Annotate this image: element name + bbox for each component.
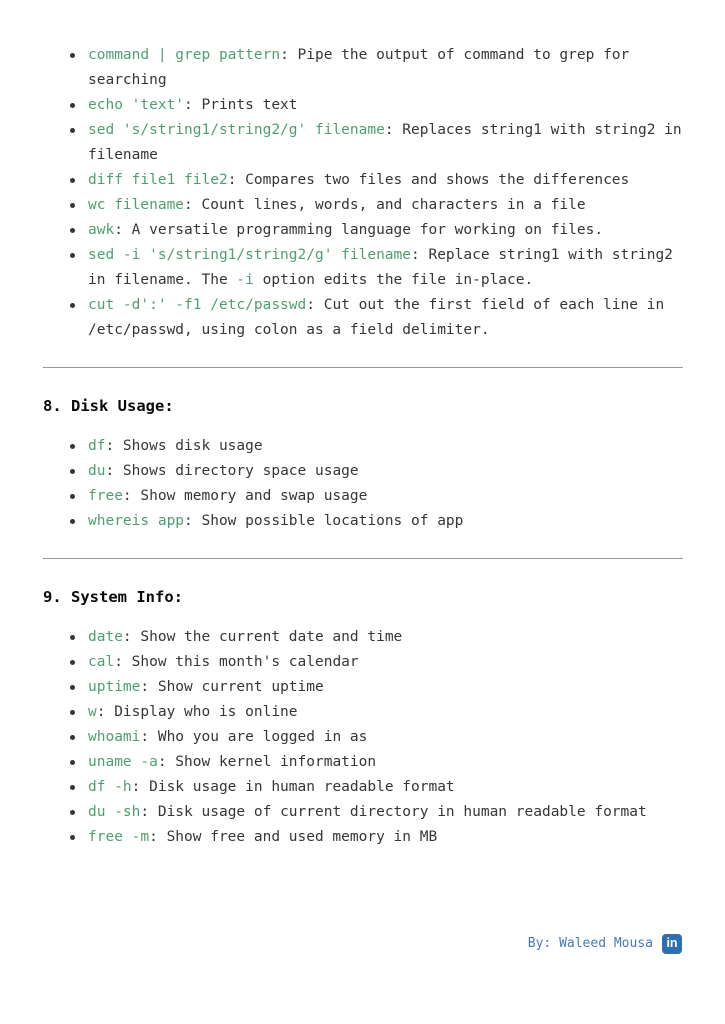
bullet-icon bbox=[70, 785, 75, 790]
command-text: awk bbox=[88, 222, 115, 238]
section-divider bbox=[43, 558, 683, 559]
list-item bbox=[68, 650, 685, 675]
bullet-icon bbox=[70, 635, 75, 640]
description-text: : Prints text bbox=[184, 97, 298, 113]
list-item bbox=[68, 825, 685, 850]
bullet-icon bbox=[70, 228, 75, 233]
list-item bbox=[68, 625, 685, 650]
list-item bbox=[68, 43, 685, 93]
command-list bbox=[68, 43, 685, 343]
command-text: df bbox=[88, 438, 106, 454]
description-text: : Show current uptime bbox=[140, 679, 324, 695]
command-text: diff file1 file2 bbox=[88, 172, 228, 188]
description-text: option edits the file in-place. bbox=[253, 272, 534, 288]
bullet-icon bbox=[70, 494, 75, 499]
command-text: uname -a bbox=[88, 754, 158, 770]
command-text: du -sh bbox=[88, 804, 141, 820]
command-text: cut -d':' -f1 /etc/passwd bbox=[88, 297, 307, 313]
list-item bbox=[68, 243, 685, 293]
description-text: : Disk usage of current directory in human readable format bbox=[140, 804, 647, 820]
list-item bbox=[68, 118, 685, 168]
list-item bbox=[68, 93, 685, 118]
bullet-icon bbox=[70, 660, 75, 665]
description-text: : Compares two files and shows the differences bbox=[227, 172, 630, 188]
description-text: : Disk usage in human readable format bbox=[131, 779, 455, 795]
command-text: echo 'text' bbox=[88, 97, 185, 113]
command-list bbox=[68, 625, 685, 850]
description-text: : A versatile programming language for working on files. bbox=[114, 222, 604, 238]
description-text: : Show this month's calendar bbox=[114, 654, 359, 670]
list-item bbox=[68, 775, 685, 800]
description-text: : Show kernel information bbox=[157, 754, 377, 770]
description-text: : Cut out the first field of each line in /etc/passwd, using colon as a field delimiter. bbox=[88, 297, 665, 338]
bullet-icon bbox=[70, 253, 75, 258]
description-text: : Display who is online bbox=[96, 704, 298, 720]
list-item bbox=[68, 218, 685, 243]
command-text: df -h bbox=[88, 779, 132, 795]
bullet-icon bbox=[70, 810, 75, 815]
description-text: : Show the current date and time bbox=[122, 629, 403, 645]
bullet-icon bbox=[70, 760, 75, 765]
bullet-icon bbox=[70, 444, 75, 449]
bullet-icon bbox=[70, 835, 75, 840]
command-text: date bbox=[88, 629, 123, 645]
bullet-icon bbox=[70, 128, 75, 133]
list-item bbox=[68, 509, 685, 534]
command-text: whoami bbox=[88, 729, 141, 745]
section-heading: 8. Disk Usage: bbox=[43, 397, 174, 415]
list-item bbox=[68, 675, 685, 700]
bullet-icon bbox=[70, 103, 75, 108]
command-text: sed -i 's/string1/string2/g' filename bbox=[88, 247, 412, 263]
command-text: command | grep pattern bbox=[88, 47, 281, 63]
description-text: : Show free and used memory in MB bbox=[149, 829, 438, 845]
command-text: w bbox=[88, 704, 97, 720]
description-text: : Replaces string1 with string2 in filename bbox=[88, 122, 682, 163]
bullet-icon bbox=[70, 203, 75, 208]
command-text: wc filename bbox=[88, 197, 185, 213]
bullet-icon bbox=[70, 303, 75, 308]
byline-link[interactable]: By: Waleed Mousa bbox=[527, 936, 653, 951]
bullet-icon bbox=[70, 53, 75, 58]
command-text: du bbox=[88, 463, 106, 479]
command-text: free bbox=[88, 488, 123, 504]
list-item bbox=[68, 800, 685, 825]
bullet-icon bbox=[70, 710, 75, 715]
section-heading: 9. System Info: bbox=[43, 588, 183, 606]
sections bbox=[43, 43, 685, 850]
list-item bbox=[68, 293, 685, 343]
list-item bbox=[68, 193, 685, 218]
list-item bbox=[68, 750, 685, 775]
description-text: : Show memory and swap usage bbox=[122, 488, 368, 504]
bullet-icon bbox=[70, 178, 75, 183]
description-text: : Shows directory space usage bbox=[105, 463, 359, 479]
list-item bbox=[68, 725, 685, 750]
description-text: : Replace string1 with string2 in filename. The bbox=[88, 247, 673, 288]
command-text: free -m bbox=[88, 829, 150, 845]
bullet-icon bbox=[70, 735, 75, 740]
command-list bbox=[68, 434, 685, 534]
list-item bbox=[68, 459, 685, 484]
bullet-icon bbox=[70, 685, 75, 690]
bullet-icon bbox=[70, 469, 75, 474]
command-text: -i bbox=[236, 272, 254, 288]
description-text: : Count lines, words, and characters in a file bbox=[184, 197, 586, 213]
linkedin-icon[interactable]: in bbox=[662, 934, 682, 954]
bullet-icon bbox=[70, 519, 75, 524]
command-text: whereis app bbox=[88, 513, 185, 529]
list-item bbox=[68, 434, 685, 459]
section-divider bbox=[43, 367, 683, 368]
description-text: : Shows disk usage bbox=[105, 438, 263, 454]
footer bbox=[528, 934, 682, 954]
description-text: : Who you are logged in as bbox=[140, 729, 368, 745]
list-item bbox=[68, 484, 685, 509]
description-text: : Pipe the output of command to grep for searching bbox=[88, 47, 630, 88]
list-item bbox=[68, 700, 685, 725]
command-text: cal bbox=[88, 654, 115, 670]
command-text: sed 's/string1/string2/g' filename bbox=[88, 122, 385, 138]
command-text: uptime bbox=[88, 679, 141, 695]
description-text: : Show possible locations of app bbox=[184, 513, 464, 529]
list-item bbox=[68, 168, 685, 193]
